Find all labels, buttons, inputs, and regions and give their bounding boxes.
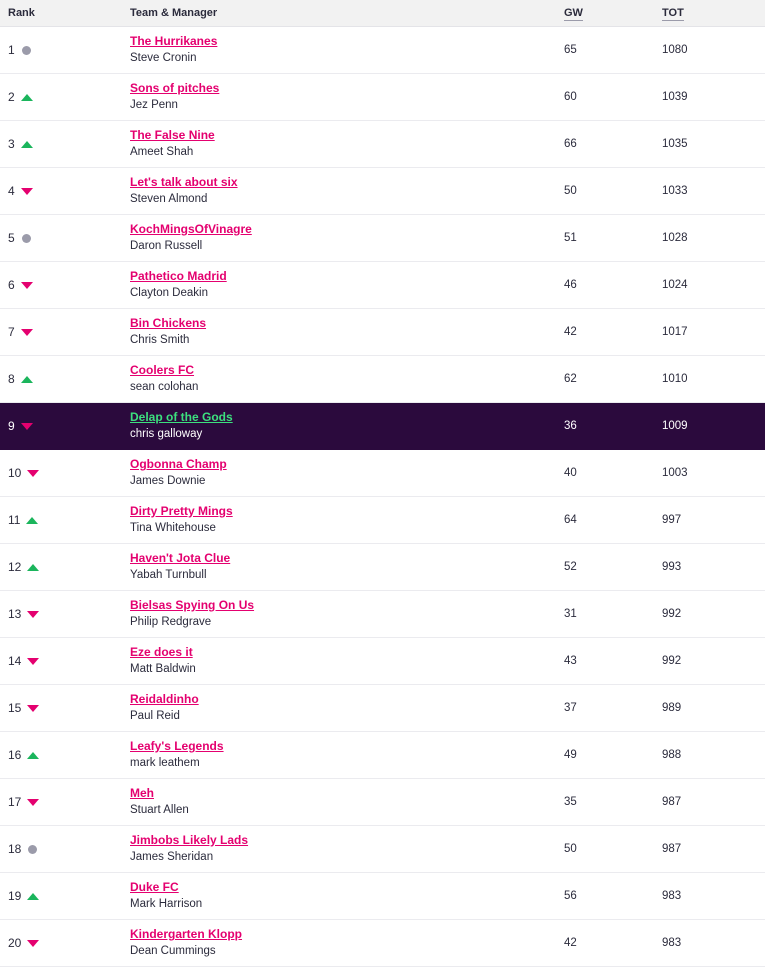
team-name-link[interactable]: Coolers FC bbox=[130, 363, 195, 377]
table-row[interactable] bbox=[0, 73, 765, 120]
rank-cell bbox=[0, 872, 128, 919]
team-manager-cell bbox=[128, 261, 564, 308]
rank-value: 6 bbox=[8, 277, 15, 292]
gw-points: 46 bbox=[564, 278, 577, 291]
total-points: 989 bbox=[662, 701, 682, 714]
manager-name: Tina Whitehouse bbox=[130, 522, 216, 534]
total-points: 1010 bbox=[662, 372, 688, 385]
rank-cell bbox=[0, 449, 128, 496]
triangle-up-icon bbox=[27, 890, 39, 902]
table-row[interactable] bbox=[0, 825, 765, 872]
team-name-link[interactable]: Leafy's Legends bbox=[130, 739, 224, 753]
team-name-link[interactable]: KochMingsOfVinagre bbox=[130, 222, 252, 236]
gw-points: 50 bbox=[564, 184, 577, 197]
total-points: 1080 bbox=[662, 43, 688, 56]
rank-value: 10 bbox=[8, 465, 22, 480]
team-manager-cell bbox=[128, 684, 564, 731]
table-row[interactable] bbox=[0, 26, 765, 73]
table-row[interactable] bbox=[0, 731, 765, 778]
gw-points: 52 bbox=[564, 560, 577, 573]
table-row[interactable] bbox=[0, 919, 765, 966]
team-name-link[interactable]: Duke FC bbox=[130, 880, 179, 894]
gw-points: 64 bbox=[564, 513, 577, 526]
circle-dot-icon bbox=[21, 44, 33, 56]
triangle-down-icon bbox=[21, 185, 33, 197]
manager-name: Clayton Deakin bbox=[130, 287, 208, 299]
manager-name: Matt Baldwin bbox=[130, 663, 196, 675]
team-manager-cell bbox=[128, 825, 564, 872]
table-row[interactable] bbox=[0, 402, 765, 449]
gw-points: 66 bbox=[564, 137, 577, 150]
manager-name: Daron Russell bbox=[130, 240, 203, 252]
total-points: 983 bbox=[662, 936, 682, 949]
rank-cell bbox=[0, 26, 128, 73]
manager-name: sean colohan bbox=[130, 381, 199, 393]
total-points: 992 bbox=[662, 607, 682, 620]
triangle-down-icon bbox=[21, 420, 33, 432]
rank-cell bbox=[0, 120, 128, 167]
table-row[interactable] bbox=[0, 355, 765, 402]
table-row[interactable] bbox=[0, 872, 765, 919]
rank-cell bbox=[0, 496, 128, 543]
triangle-up-icon bbox=[21, 91, 33, 103]
triangle-up-icon bbox=[27, 749, 39, 761]
rank-cell bbox=[0, 214, 128, 261]
rank-value: 4 bbox=[8, 183, 15, 198]
triangle-down-icon bbox=[27, 655, 39, 667]
gw-points: 51 bbox=[564, 231, 577, 244]
rank-cell bbox=[0, 778, 128, 825]
total-points: 1033 bbox=[662, 184, 688, 197]
team-name-link[interactable]: Kindergarten Klopp bbox=[130, 927, 243, 941]
manager-name: Paul Reid bbox=[130, 710, 180, 722]
team-name-link[interactable]: Pathetico Madrid bbox=[130, 269, 227, 283]
gw-points: 43 bbox=[564, 654, 577, 667]
table-header-row bbox=[0, 0, 765, 26]
team-name-link[interactable]: Let's talk about six bbox=[130, 175, 238, 189]
table-row[interactable] bbox=[0, 778, 765, 825]
manager-name: Yabah Turnbull bbox=[130, 569, 207, 581]
team-name-link[interactable]: The Hurrikanes bbox=[130, 34, 218, 48]
total-points: 988 bbox=[662, 748, 682, 761]
gw-points: 49 bbox=[564, 748, 577, 761]
table-row[interactable] bbox=[0, 167, 765, 214]
team-name-link[interactable]: Dirty Pretty Mings bbox=[130, 504, 233, 518]
rank-value: 12 bbox=[8, 559, 22, 574]
rank-value: 14 bbox=[8, 653, 22, 668]
rank-cell bbox=[0, 825, 128, 872]
team-manager-cell bbox=[128, 778, 564, 825]
gw-points: 42 bbox=[564, 325, 577, 338]
team-name-link[interactable]: Haven't Jota Clue bbox=[130, 551, 231, 565]
manager-name: Philip Redgrave bbox=[130, 616, 212, 628]
table-row[interactable] bbox=[0, 590, 765, 637]
manager-name: Ameet Shah bbox=[130, 146, 194, 158]
total-points: 1035 bbox=[662, 137, 688, 150]
table-row[interactable] bbox=[0, 261, 765, 308]
table-body bbox=[0, 26, 765, 966]
triangle-up-icon bbox=[27, 561, 39, 573]
triangle-down-icon bbox=[27, 608, 39, 620]
team-manager-cell bbox=[128, 590, 564, 637]
triangle-down-icon bbox=[21, 326, 33, 338]
gw-points: 60 bbox=[564, 90, 577, 103]
rank-value: 20 bbox=[8, 935, 22, 950]
team-name-link[interactable]: The False Nine bbox=[130, 128, 215, 142]
table-row[interactable] bbox=[0, 449, 765, 496]
table-row[interactable] bbox=[0, 496, 765, 543]
manager-name: Jez Penn bbox=[130, 99, 178, 111]
column-header-team-manager-label: Team & Manager bbox=[130, 6, 218, 19]
team-manager-cell bbox=[128, 120, 564, 167]
circle-dot-icon bbox=[21, 232, 33, 244]
manager-name: James Downie bbox=[130, 475, 206, 487]
rank-value: 3 bbox=[8, 136, 15, 151]
rank-cell bbox=[0, 590, 128, 637]
team-manager-cell bbox=[128, 637, 564, 684]
team-manager-cell bbox=[128, 308, 564, 355]
team-name-link[interactable]: Bielsas Spying On Us bbox=[130, 598, 255, 612]
manager-name: James Sheridan bbox=[130, 851, 214, 863]
total-points: 1003 bbox=[662, 466, 688, 479]
rank-cell bbox=[0, 402, 128, 449]
rank-value: 11 bbox=[8, 512, 21, 527]
team-name-link[interactable]: Meh bbox=[130, 786, 154, 800]
team-name-link[interactable]: Delap of the Gods bbox=[130, 410, 233, 424]
rank-value: 15 bbox=[8, 700, 22, 715]
team-name-link[interactable]: Eze does it bbox=[130, 645, 193, 659]
gw-points: 40 bbox=[564, 466, 577, 479]
team-name-link[interactable]: Ogbonna Champ bbox=[130, 457, 227, 471]
rank-cell bbox=[0, 543, 128, 590]
total-points: 993 bbox=[662, 560, 682, 573]
rank-value: 17 bbox=[8, 794, 22, 809]
manager-name: Stuart Allen bbox=[130, 804, 189, 816]
team-manager-cell bbox=[128, 167, 564, 214]
total-points: 1017 bbox=[662, 325, 688, 338]
team-name-link[interactable]: Reidaldinho bbox=[130, 692, 199, 706]
triangle-down-icon bbox=[27, 937, 39, 949]
circle-dot-icon bbox=[27, 843, 39, 855]
rank-value: 5 bbox=[8, 230, 15, 245]
triangle-up-icon bbox=[21, 138, 33, 150]
total-points: 1028 bbox=[662, 231, 688, 244]
rank-value: 8 bbox=[8, 371, 15, 386]
column-header-rank-label: Rank bbox=[8, 6, 35, 19]
column-header-rank bbox=[0, 0, 128, 26]
rank-value: 9 bbox=[8, 418, 15, 433]
rank-value: 13 bbox=[8, 606, 22, 621]
total-points: 1009 bbox=[662, 419, 688, 432]
table-row[interactable] bbox=[0, 120, 765, 167]
manager-name: Chris Smith bbox=[130, 334, 190, 346]
gw-points: 35 bbox=[564, 795, 577, 808]
triangle-down-icon bbox=[27, 702, 39, 714]
manager-name: chris galloway bbox=[130, 428, 203, 440]
column-header-tot[interactable] bbox=[662, 0, 765, 26]
rank-cell bbox=[0, 167, 128, 214]
rank-cell bbox=[0, 73, 128, 120]
gw-points: 65 bbox=[564, 43, 577, 56]
rank-value: 19 bbox=[8, 888, 22, 903]
rank-value: 7 bbox=[8, 324, 15, 339]
gw-points: 36 bbox=[564, 419, 577, 432]
rank-cell bbox=[0, 637, 128, 684]
rank-cell bbox=[0, 261, 128, 308]
manager-name: Steve Cronin bbox=[130, 52, 197, 64]
team-manager-cell bbox=[128, 543, 564, 590]
table-row[interactable] bbox=[0, 637, 765, 684]
table-header bbox=[0, 0, 765, 26]
table-row[interactable] bbox=[0, 543, 765, 590]
team-manager-cell bbox=[128, 919, 564, 966]
total-points: 997 bbox=[662, 513, 682, 526]
rank-cell bbox=[0, 919, 128, 966]
rank-value: 16 bbox=[8, 747, 22, 762]
gw-points: 37 bbox=[564, 701, 577, 714]
team-manager-cell bbox=[128, 26, 564, 73]
gw-points: 50 bbox=[564, 842, 577, 855]
team-name-link[interactable]: Bin Chickens bbox=[130, 316, 207, 330]
team-name-link[interactable]: Sons of pitches bbox=[130, 81, 220, 95]
triangle-up-icon bbox=[21, 373, 33, 385]
team-manager-cell bbox=[128, 496, 564, 543]
gw-points: 62 bbox=[564, 372, 577, 385]
table-row[interactable] bbox=[0, 214, 765, 261]
manager-name: Dean Cummings bbox=[130, 945, 216, 957]
total-points: 992 bbox=[662, 654, 682, 667]
manager-name: mark leathem bbox=[130, 757, 200, 769]
manager-name: Steven Almond bbox=[130, 193, 208, 205]
triangle-down-icon bbox=[21, 279, 33, 291]
team-manager-cell bbox=[128, 73, 564, 120]
gw-points: 31 bbox=[564, 607, 577, 620]
total-points: 987 bbox=[662, 795, 682, 808]
rank-cell bbox=[0, 731, 128, 778]
total-points: 983 bbox=[662, 889, 682, 902]
rank-cell bbox=[0, 684, 128, 731]
table-row[interactable] bbox=[0, 684, 765, 731]
team-manager-cell bbox=[128, 355, 564, 402]
total-points: 987 bbox=[662, 842, 682, 855]
triangle-up-icon bbox=[26, 514, 38, 526]
rank-value: 18 bbox=[8, 841, 22, 856]
team-manager-cell bbox=[128, 449, 564, 496]
rank-cell bbox=[0, 355, 128, 402]
team-manager-cell bbox=[128, 402, 564, 449]
column-header-tot-label: TOT bbox=[662, 6, 684, 19]
column-header-team-manager bbox=[128, 0, 564, 26]
column-header-gw[interactable] bbox=[564, 0, 662, 26]
rank-cell bbox=[0, 308, 128, 355]
triangle-down-icon bbox=[27, 796, 39, 808]
team-manager-cell bbox=[128, 872, 564, 919]
team-manager-cell bbox=[128, 214, 564, 261]
team-name-link[interactable]: Jimbobs Likely Lads bbox=[130, 833, 249, 847]
rank-value: 2 bbox=[8, 89, 15, 104]
manager-name: Mark Harrison bbox=[130, 898, 203, 910]
gw-points: 42 bbox=[564, 936, 577, 949]
triangle-down-icon bbox=[27, 467, 39, 479]
gw-points: 56 bbox=[564, 889, 577, 902]
total-points: 1024 bbox=[662, 278, 688, 291]
rank-value: 1 bbox=[8, 42, 15, 57]
table-row[interactable] bbox=[0, 308, 765, 355]
team-manager-cell bbox=[128, 731, 564, 778]
column-header-gw-label: GW bbox=[564, 6, 583, 19]
total-points: 1039 bbox=[662, 90, 688, 103]
